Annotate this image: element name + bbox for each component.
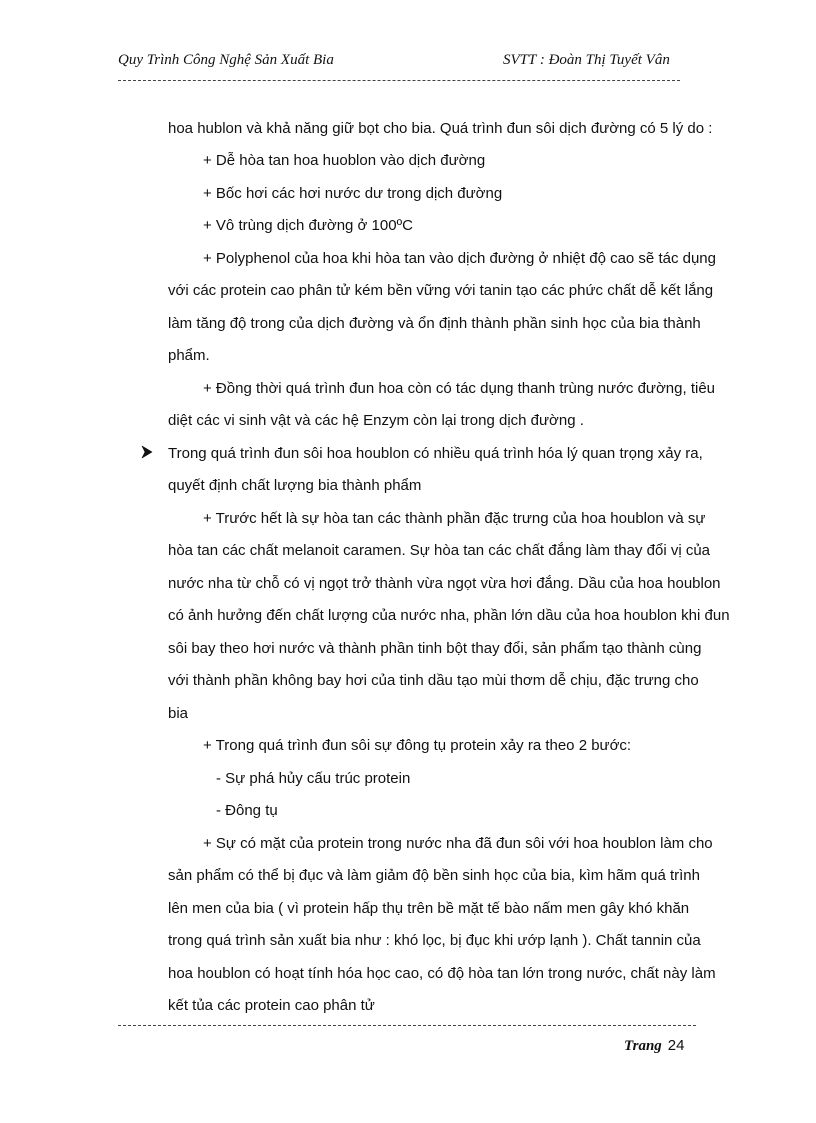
text-line: kết tủa các protein cao phân tử	[168, 997, 375, 1014]
text-line: hòa tan các chất melanoit caramen. Sự hòa tan các chất đắng làm thay đổi vị của	[168, 542, 711, 559]
header-title: Quy Trình Công Nghệ Sản Xuất Bia	[118, 52, 334, 68]
text-line: - Đông tụ	[216, 802, 278, 819]
text-line: với các protein cao phân tử kém bền vững với tanin tạo các phức chất dễ kết lắng	[168, 282, 714, 299]
text-line: + Vô trùng dịch đường ở 100ºC	[203, 217, 413, 234]
text-line: trong quá trình sản xuất bia như : khó lọc, bị đục khi ướp lạnh ). Chất tannin của	[168, 932, 701, 949]
page-number: 24	[667, 1037, 685, 1054]
text-line: Trong quá trình đun sôi hoa houblon có nhiều quá trình hóa lý quan trọng xảy ra,	[168, 445, 703, 462]
text-line: nước nha từ chỗ có vị ngọt trở thành vừa ngọt vừa hơi đắng. Dầu của hoa houblon	[168, 575, 721, 592]
page-label: Trang	[624, 1038, 662, 1054]
arrowhead-bullet-icon	[140, 445, 154, 463]
text-line: sản phẩm có thể bị đục và làm giảm độ bền sinh học của bia, kìm hãm quá trình	[168, 867, 700, 884]
text-line: có ảnh hưởng đến chất lượng của nước nha, phần lớn dầu của hoa houblon khi đun	[168, 607, 730, 624]
text-line: - Sự phá hủy cấu trúc protein	[216, 770, 411, 787]
text-line: + Trong quá trình đun sôi sự đông tụ protein xảy ra theo 2 bước:	[203, 737, 632, 754]
header-divider	[118, 80, 680, 81]
text-line: với thành phần không bay hơi của tinh dầu tạo mùi thơm dễ chịu, đặc trưng cho	[168, 672, 699, 689]
header-author: SVTT : Đoàn Thị Tuyết Vân	[503, 52, 670, 68]
page-header	[118, 52, 682, 74]
text-line: diệt các vi sinh vật và các hệ Enzym còn lại trong dịch đường .	[168, 412, 584, 429]
footer-divider	[118, 1025, 696, 1026]
text-line: + Đồng thời quá trình đun hoa còn có tác dụng thanh trùng nước đường, tiêu	[203, 380, 716, 397]
text-line: + Dễ hòa tan hoa huoblon vào dịch đường	[203, 152, 486, 169]
text-line: lên men của bia ( vì protein hấp thụ trên bề mặt tế bào nấm men gây khó khăn	[168, 900, 690, 917]
text-line: + Sự có mặt của protein trong nước nha đã đun sôi với hoa houblon làm cho	[203, 835, 713, 852]
text-line: hoa houblon có hoạt tính hóa học cao, có độ hòa tan lớn trong nước, chất này làm	[168, 965, 716, 982]
text-line: phẩm.	[168, 347, 210, 364]
text-line: + Bốc hơi các hơi nước dư trong dịch đường	[203, 185, 503, 202]
text-line: làm tăng độ trong của dịch đường và ổn định thành phần sinh học của bia thành	[168, 315, 701, 332]
text-line: sôi bay theo hơi nước và thành phần tinh bột thay đổi, sản phẩm tạo thành cùng	[168, 640, 702, 657]
text-line: quyết định chất lượng bia thành phẩm	[168, 477, 422, 494]
page-footer	[624, 1037, 684, 1055]
text-line: hoa hublon và khả năng giữ bọt cho bia. Quá trình đun sôi dịch đường có 5 lý do :	[168, 120, 713, 137]
text-line: + Trước hết là sự hòa tan các thành phần đặc trưng của hoa houblon và sự	[203, 510, 706, 527]
text-line: bia	[168, 705, 189, 722]
text-line: + Polyphenol của hoa khi hòa tan vào dịch đường ở nhiệt độ cao sẽ tác dụng	[203, 250, 716, 267]
